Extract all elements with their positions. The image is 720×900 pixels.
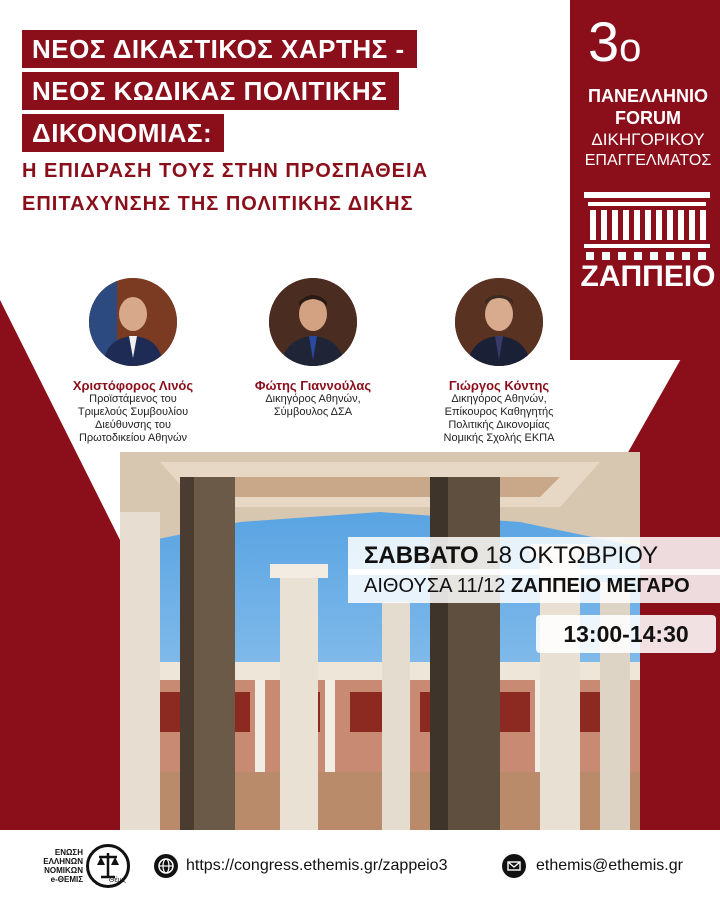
speaker-name: Χριστόφορος Λινός — [72, 378, 194, 393]
badge-line-panellinio: ΠΑΝΕΛΛΗΝΙΟ — [587, 86, 708, 106]
speaker-desc-line: Σύμβουλος ΔΣΑ — [273, 406, 353, 418]
forum-edition-number — [588, 12, 641, 78]
speaker-description — [424, 393, 574, 445]
edition-digit: 3 — [588, 10, 620, 73]
speaker-desc-line: Πολιτικής Δικονομίας — [448, 419, 550, 431]
website-link[interactable]: https://congress.ethemis.gr/zappeio3 — [186, 857, 448, 874]
event-hall: ΑΙΘΟΥΣΑ 11/12 — [364, 575, 506, 597]
org-text-line: ΕΛΛΗΝΩΝ — [43, 857, 83, 866]
badge-line-forum: FORUM — [615, 108, 681, 128]
event-day: ΣΑΒΒΑΤΟ — [364, 542, 479, 569]
avatar — [455, 278, 543, 366]
speaker-card — [238, 278, 388, 419]
title-line-1: ΝΕΟΣ ΔΙΚΑΣΤΙΚΟΣ ΧΑΡΤΗΣ - — [22, 30, 417, 68]
avatar — [89, 278, 177, 366]
org-text-line: ΕΝΩΣΗ — [54, 848, 83, 857]
org-text-line: ΝΟΜΙΚΩΝ — [44, 866, 83, 875]
subtitle-line-2: ΕΠΙΤΑΧΥΝΣΗΣ ΤΗΣ ΠΟΛΙΤΙΚΗΣ ΔΙΚΗΣ — [22, 193, 414, 215]
logo-caption: Θέμις — [109, 877, 127, 884]
speaker-desc-line: Επίκουρος Καθηγητής — [444, 406, 554, 418]
speaker-desc-line: Δικηγόρος Αθηνών, — [451, 393, 547, 405]
event-venue — [348, 569, 720, 603]
speaker-card — [58, 278, 208, 445]
mail-icon — [502, 854, 526, 878]
subtitle-line-1: Η ΕΠΙΔΡΑΣΗ ΤΟΥΣ ΣΤΗΝ ΠΡΟΣΠΑΘΕΙΑ — [22, 160, 429, 182]
footer — [0, 830, 720, 900]
zappeio-building-icon — [584, 192, 710, 262]
email-link[interactable]: ethemis@ethemis.gr — [536, 857, 683, 874]
title-line-3: ΔΙΚΟΝΟΜΙΑΣ: — [22, 114, 224, 152]
speaker-desc-line: Δικηγόρος Αθηνών, — [265, 393, 361, 405]
org-text-line: e-ΘΕΜΙΣ — [50, 875, 83, 884]
avatar — [269, 278, 357, 366]
globe-icon — [154, 854, 178, 878]
speaker-description — [238, 393, 388, 419]
forum-badge — [570, 0, 720, 360]
edition-ordinal: ο — [619, 26, 642, 70]
badge-line-epaggelmatos: ΕΠΑΓΓΕΛΜΑΤΟΣ — [584, 152, 712, 169]
badge-line-dikigorikou: ΔΙΚΗΓΟΡΙΚΟΥ — [591, 130, 705, 149]
title-line-2: ΝΕΟΣ ΚΩΔΙΚΑΣ ΠΟΛΙΤΙΚΗΣ — [22, 72, 399, 110]
speaker-description — [58, 393, 208, 445]
event-time: 13:00-14:30 — [536, 615, 716, 653]
speaker-desc-line: Πρωτοδικείου Αθηνών — [78, 432, 188, 444]
speaker-card — [424, 278, 574, 445]
speaker-name: Φώτης Γιαννούλας — [254, 378, 372, 393]
speaker-desc-line: Διεύθυνσης του — [95, 419, 171, 431]
event-venue-name: ΖΑΠΠΕΙΟ ΜΕΓΑΡΟ — [511, 575, 690, 597]
speaker-desc-line: Νομικής Σχολής ΕΚΠΑ — [443, 432, 555, 444]
speaker-desc-line: Προϊστάμενος του — [89, 393, 177, 405]
event-date-text: 18 ΟΚΤΩΒΡΙΟΥ — [485, 542, 659, 569]
speaker-desc-line: Τριμελούς Συμβουλίου — [77, 406, 189, 418]
organization-name — [28, 848, 83, 884]
themis-logo-icon — [86, 844, 130, 888]
badge-venue: ΖΑΠΠΕΙΟ — [580, 260, 716, 293]
speaker-name: Γιώργος Κόντης — [448, 378, 550, 393]
